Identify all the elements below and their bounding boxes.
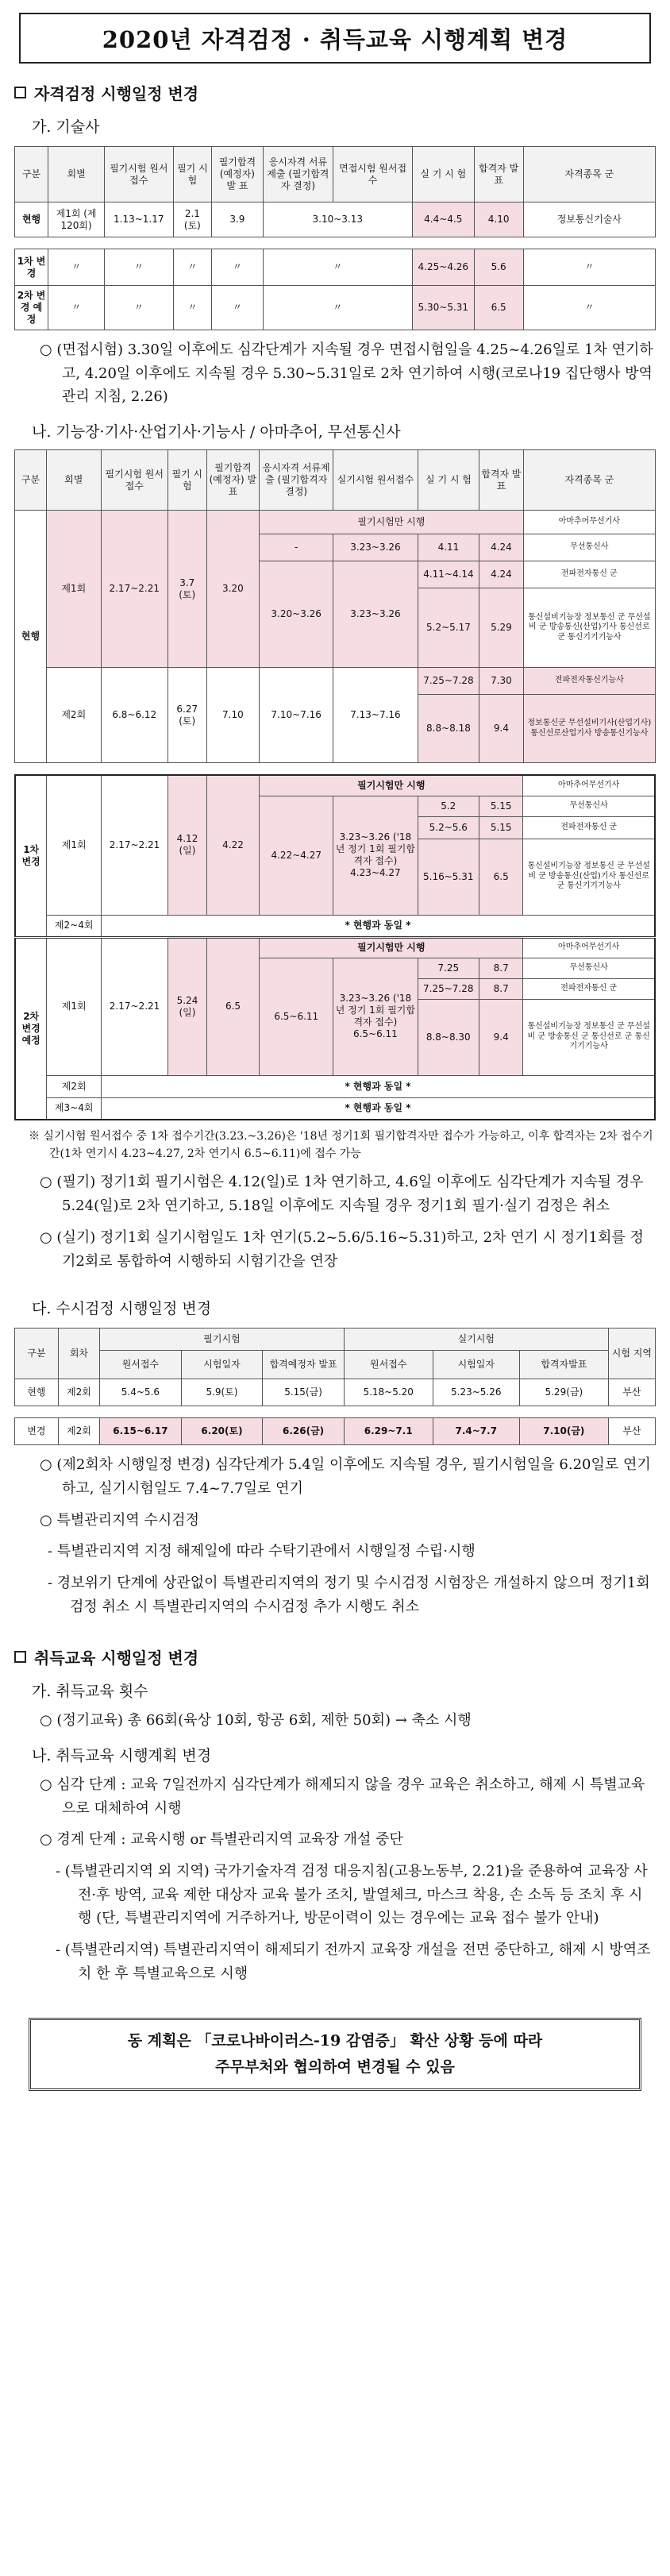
header-cell: 구분 bbox=[15, 450, 47, 511]
table-cell: 9.4 bbox=[479, 999, 523, 1075]
header-cell: 합격자 발 표 bbox=[474, 147, 523, 202]
table-cell: 〃 bbox=[173, 286, 212, 330]
header-cell: 필기시험 bbox=[100, 1328, 345, 1351]
table-cell: 정보통신기술사 bbox=[523, 202, 655, 237]
table-cell: 무선통신사 bbox=[523, 534, 655, 561]
table-cell: 5.15 bbox=[479, 816, 523, 839]
table-cell: 3.9 bbox=[212, 202, 263, 237]
table-cell: 제1회 (제120회) bbox=[48, 202, 105, 237]
table-cell: 8.7 bbox=[479, 958, 523, 978]
header-cell: 회별 bbox=[48, 147, 105, 202]
header-cell: 자격종목 군 bbox=[523, 147, 655, 202]
page-title: 2020년 자격검정 · 취득교육 시행계획 변경 bbox=[102, 25, 568, 53]
table-row bbox=[15, 915, 655, 937]
table-cell: 5.4~5.6 bbox=[100, 1379, 182, 1406]
section1-heading bbox=[14, 81, 656, 104]
header-cell: 시험일자 bbox=[181, 1351, 263, 1379]
table-cell: 9.4 bbox=[479, 695, 523, 763]
table-cell: 5.2~5.17 bbox=[418, 588, 479, 668]
footer-notice bbox=[29, 2018, 641, 2091]
table-cell: 아마추어무선기사 bbox=[523, 775, 655, 796]
table-cell: 5.6 bbox=[474, 249, 523, 286]
table-cell: 7.25 bbox=[418, 958, 479, 978]
header-cell: 구분 bbox=[15, 1328, 59, 1379]
table-cell: 〃 bbox=[48, 286, 105, 330]
table-cell: 〃 bbox=[105, 286, 173, 330]
table-cell: 전파전자통신기능사 bbox=[523, 668, 655, 695]
table-cell: 〃 bbox=[173, 249, 212, 286]
table-cell: 아마추어무선기사 bbox=[523, 937, 655, 958]
table-cell: 통신설비기능장 정보통신 군 무선설비 군 방송통신 군 통신선로 군 통신기기기능사 bbox=[523, 999, 655, 1075]
table-c-header bbox=[15, 1328, 656, 1351]
header-cell: 합격예정자 발표 bbox=[263, 1351, 345, 1379]
table-cell: 〃 bbox=[523, 286, 655, 330]
header-cell: 필기 시험 bbox=[173, 147, 212, 202]
table-cell: 7.10~7.16 bbox=[260, 668, 333, 763]
table-cell: * 현행과 동일 * bbox=[101, 915, 655, 937]
table-cell: 5.15 bbox=[479, 796, 523, 816]
table-cell: 5.2 bbox=[418, 796, 479, 816]
header-cell: 면접시험 원서접수 bbox=[333, 147, 413, 202]
table-cell: 3.7 (토) bbox=[168, 511, 206, 668]
paragraph-edu-special: - (특별관리지역) 특별관리지역이 해제되기 전까지 교육장 개설을 전면 중단하고, 해제 시 방역조치 한 후 특별교육으로 시행 bbox=[56, 1942, 651, 1982]
table-cell: 아마추어무선기사 bbox=[523, 511, 655, 534]
table-cell: 필기시험만 시행 bbox=[260, 937, 523, 958]
table-a-header bbox=[15, 147, 656, 202]
table-occasional-exam-change bbox=[14, 1417, 656, 1445]
table-cell: 7.10(금) bbox=[519, 1418, 608, 1445]
table-b-header bbox=[15, 450, 656, 511]
checkbox-square-icon bbox=[14, 87, 26, 98]
paragraph-edu-count: ○ (정기교육) 총 66회(육상 10회, 항공 6회, 제한 50회) → 축소 시행 bbox=[40, 1712, 472, 1730]
table-cell: 5.9(토) bbox=[181, 1379, 263, 1406]
table-cell: 6.5~6.11 bbox=[260, 958, 333, 1075]
title-box bbox=[19, 13, 651, 64]
table-cell: 필기시험만 시행 bbox=[260, 511, 524, 534]
table-cell: 제2~4회 bbox=[47, 915, 102, 937]
table-cell: 4.22~4.27 bbox=[260, 796, 333, 915]
header-cell: 필기시험 원서접수 bbox=[101, 450, 168, 511]
paragraph-round2-change: ○ (제2회차 시행일정 변경) 심각단계가 5.4일 이후에도 지속될 경우, 필기시험일을 6.20일로 연기하고, 실기시험일도 7.4~7.7일로 연기 bbox=[40, 1456, 651, 1497]
table-cell: 〃 bbox=[523, 249, 655, 286]
sub-heading-c: 다. 수시검정 시행일정 변경 bbox=[32, 1300, 212, 1318]
table-cell: 제2회 bbox=[46, 668, 101, 763]
table-cell: 6.20(토) bbox=[181, 1418, 263, 1445]
table-cell: 7.30 bbox=[479, 668, 523, 695]
table-row bbox=[15, 937, 655, 958]
note-silgi-apply: ※ 실기시험 원서접수 중 1차 접수기간(3.23.~3.26)은 '18년 정기1회 필기합격자만 접수가 가능하고, 이후 합격자는 2차 접수기간(1차 연기시 4.23~4.27, 2차 연기시 6.5~6.11)에 접수 가능 bbox=[29, 1130, 653, 1160]
table-cell: 6.5 bbox=[206, 937, 259, 1075]
table-cell: 통신설비기능장 정보통신 군 무선설비 군 방송통신(산업)기사 통신선로 군 통신기기기능사 bbox=[523, 588, 655, 668]
table-cell: 5.15(금) bbox=[263, 1379, 345, 1406]
table-cell: 1차 변경 bbox=[15, 775, 47, 937]
table-cell: 현행 bbox=[15, 1379, 59, 1406]
table-row bbox=[15, 1418, 656, 1445]
table-row bbox=[15, 249, 656, 286]
table-cell: 〃 bbox=[263, 286, 412, 330]
paragraph-edu-outside: - (특별관리지역 외 지역) 국가기술자격 검정 대응지침(고용노동부, 2.21)을 준용하여 교육장 사전·후 방역, 교육 제한 대상자 교육 불가 조치, 발열체크, 마스크 착용, 손 소독 등 조치 후 시행 (단, 특별관리지역에 거주하거나, 방문이력이 있는 경우에는 교육 접수 불가 안내) bbox=[56, 1863, 648, 1927]
table-b-wrap bbox=[14, 449, 656, 1120]
table-cell: 6.8~6.12 bbox=[101, 668, 168, 763]
table-cell: 현행 bbox=[15, 511, 47, 763]
table-cell: 부산 bbox=[608, 1379, 655, 1406]
table-cell: 5.30~5.31 bbox=[413, 286, 475, 330]
paragraph-silgi: ○ (실기) 정기1회 실기시험일도 1차 연기(5.2~5.6/5.16~5.31)하고, 2차 연기 시 정기1회를 정기2회로 통합하여 시행하되 시험기간을 연장 bbox=[40, 1228, 644, 1270]
table-cell: 4.24 bbox=[479, 534, 523, 561]
table-cell: 무선통신사 bbox=[523, 958, 655, 978]
table-c-wrap bbox=[14, 1328, 656, 1445]
table-cell: 7.4~7.7 bbox=[433, 1418, 519, 1445]
table-cell: 현행 bbox=[15, 202, 48, 237]
table-cell: 5.29(금) bbox=[519, 1379, 608, 1406]
table-cell: 1차 변경 bbox=[15, 249, 48, 286]
table-cell: 전파전자통신 군 bbox=[523, 978, 655, 999]
table-cell: 전파전자통신 군 bbox=[523, 816, 655, 839]
sub-heading-edu-a: 가. 취득교육 횟수 bbox=[32, 1683, 148, 1701]
table-cell: 5.18~5.20 bbox=[344, 1379, 433, 1406]
table-cell: 부산 bbox=[608, 1418, 655, 1445]
paragraph-special-area: ○ 특별관리지역 수시검정 bbox=[40, 1511, 200, 1529]
header-cell: 회차 bbox=[58, 1328, 99, 1379]
table-cell: 2.1 (토) bbox=[173, 202, 212, 237]
table-cell: 7.25~7.28 bbox=[418, 668, 479, 695]
footer-line2: 주무부처와 협의하여 변경될 수 있음 bbox=[215, 2057, 455, 2076]
table-row bbox=[15, 511, 656, 534]
table-cell: 〃 bbox=[212, 286, 263, 330]
table-cell: 6.15~6.17 bbox=[100, 1418, 182, 1445]
table-cell: 〃 bbox=[212, 249, 263, 286]
table-cell: 제2회 bbox=[58, 1418, 99, 1445]
section2-heading bbox=[14, 1645, 656, 1668]
header-cell: 실기시험 원서접수 bbox=[333, 450, 418, 511]
table-cell: 4.24 bbox=[479, 561, 523, 588]
table-cell: 정보통신군 무선설비기사(산업기사) 통신선로산업기사 방송통신기능사 bbox=[523, 695, 655, 763]
table-cell: 4.25~4.26 bbox=[413, 249, 475, 286]
header-cell: 시험일자 bbox=[433, 1351, 519, 1379]
header-cell: 실기시험 bbox=[344, 1328, 608, 1351]
table-cell: 6.5 bbox=[479, 839, 523, 915]
header-cell: 회별 bbox=[46, 450, 101, 511]
table-cell: 6.26(금) bbox=[263, 1418, 345, 1445]
table-cell: 4.11~4.14 bbox=[418, 561, 479, 588]
header-cell: 필기합격 (예정자) 발 표 bbox=[206, 450, 260, 511]
table-cell: 3.10~3.13 bbox=[263, 202, 412, 237]
paragraph-edu-alert: ○ 경계 단계 : 교육시행 or 특별관리지역 교육장 개설 중단 bbox=[40, 1831, 403, 1849]
table-cell: 통신설비기능장 정보통신 군 무선설비 군 방송통신(산업)기사 통신선로 군 통신기기기능사 bbox=[523, 839, 655, 915]
table-occasional-exam bbox=[14, 1328, 656, 1406]
table-cell: 4.4~4.5 bbox=[412, 202, 474, 237]
table-cell: 4.11 bbox=[418, 534, 479, 561]
checkbox-square-icon bbox=[14, 1651, 26, 1663]
sub-heading-b: 나. 기능장·기사·산업기사·기능사 / 아마추어, 무선통신사 bbox=[32, 423, 401, 442]
table-cell: 2차 변경 예정 bbox=[15, 286, 48, 330]
table-cell: 제1회 bbox=[47, 775, 102, 915]
table-cell: 3.23~3.26 bbox=[333, 561, 418, 668]
table-cell: 2.17~2.21 bbox=[101, 937, 168, 1075]
table-cell: 3.23~3.26 ('18년 정기 1회 필기합격자 접수) 6.5~6.11 bbox=[333, 958, 418, 1075]
table-cell: 3.20~3.26 bbox=[260, 561, 333, 668]
table-cell: 8.8~8.30 bbox=[418, 999, 479, 1075]
header-cell: 원서접수 bbox=[100, 1351, 182, 1379]
table-cell: 3.20 bbox=[206, 511, 260, 668]
table-cell: 2.17~2.21 bbox=[101, 775, 168, 915]
table-cell: 3.23~3.26 bbox=[333, 534, 418, 561]
paragraph-special-area-detail2: - 경보위기 단계에 상관없이 특별관리지역의 정기 및 수시검정 시험장은 개설하지 않으며 정기1회 검정 취소 시 특별관리지역의 수시검정 추가 시행도 취소 bbox=[48, 1574, 650, 1615]
table-cell: 제1회 bbox=[46, 511, 101, 668]
table-cell: 무선통신사 bbox=[523, 796, 655, 816]
paragraph-interview: ○ (면접시험) 3.30일 이후에도 심각단계가 지속될 경우 면접시험일을 4.25~4.26일로 1차 연기하고, 4.20일 이후에도 지속될 경우 5.30~5.31일로 2차 연기하여 시행(코로나19 집단행사 방역관리 지침, 2.26) bbox=[40, 341, 653, 406]
table-cell: 5.24 (일) bbox=[168, 937, 207, 1075]
table-row bbox=[15, 1075, 655, 1097]
table-cell: 5.16~5.31 bbox=[418, 839, 479, 915]
footer-line1: 동 계획은 「코로나바이러스-19 감염증」 확산 상황 등에 따라 bbox=[127, 2032, 543, 2050]
table-row bbox=[15, 1097, 655, 1120]
table-cell: 전파전자통신 군 bbox=[523, 561, 655, 588]
table-cell: 2.17~2.21 bbox=[101, 511, 168, 668]
header-cell: 실 기 시 험 bbox=[418, 450, 479, 511]
table-cell: 필기시험만 시행 bbox=[260, 775, 523, 796]
table-row bbox=[15, 775, 655, 796]
table-cell: 제2회 bbox=[47, 1075, 102, 1097]
section2-heading-text: 취득교육 시행일정 변경 bbox=[34, 1649, 199, 1668]
table-cell: 5.23~5.26 bbox=[433, 1379, 519, 1406]
header-cell: 필기 시험 bbox=[168, 450, 206, 511]
table-technician-changes bbox=[14, 774, 656, 1120]
table-cell: 〃 bbox=[263, 249, 412, 286]
header-cell: 자격종목 군 bbox=[523, 450, 655, 511]
table-cell: 변경 bbox=[15, 1418, 59, 1445]
table-cell: 제3~4회 bbox=[47, 1097, 102, 1120]
table-cell: 4.10 bbox=[474, 202, 523, 237]
table-cell: 6.27 (토) bbox=[168, 668, 206, 763]
table-professional-engineer-changes bbox=[14, 249, 656, 330]
header-cell: 응시자격 서류제출 (필기합격자 결정) bbox=[260, 450, 333, 511]
table-cell: 8.7 bbox=[479, 978, 523, 999]
table-row bbox=[15, 286, 656, 330]
header-cell: 합격자 발 표 bbox=[479, 450, 523, 511]
table-row bbox=[15, 668, 656, 695]
table-cell: 제2회 bbox=[58, 1379, 99, 1406]
sub-heading-a: 가. 기술사 bbox=[32, 118, 100, 136]
table-cell: 7.13~7.16 bbox=[333, 668, 418, 763]
sub-heading-edu-b: 나. 취득교육 시행계획 변경 bbox=[32, 1747, 212, 1764]
table-cell: 〃 bbox=[48, 249, 105, 286]
paragraph-pilgi: ○ (필기) 정기1회 필기시험은 4.12(일)로 1차 연기하고, 4.6일 이후에도 심각단계가 지속될 경우 5.24(일)로 2차 연기하고, 5.18일 이후에도 지속될 경우 정기1회 필기·실기 검정은 취소 bbox=[40, 1174, 644, 1215]
table-cell: 2차 변경 예정 bbox=[15, 937, 47, 1120]
table-cell: - bbox=[260, 534, 333, 561]
table-cell: 〃 bbox=[105, 249, 173, 286]
table-cell: 4.22 bbox=[206, 775, 259, 915]
header-cell: 시험 지역 bbox=[608, 1328, 655, 1379]
header-cell: 원서접수 bbox=[344, 1351, 433, 1379]
table-cell: 1.13~1.17 bbox=[105, 202, 173, 237]
header-cell: 합격자발표 bbox=[519, 1351, 608, 1379]
header-cell: 응시자격 서류제출 (필기합격자 결정) bbox=[263, 147, 333, 202]
paragraph-edu-serious: ○ 심각 단계 : 교육 7일전까지 심각단계가 해제되지 않을 경우 교육은 취소하고, 해제 시 특별교육으로 대체하여 시행 bbox=[40, 1776, 645, 1817]
table-cell: 6.5 bbox=[474, 286, 523, 330]
table-cell: * 현행과 동일 * bbox=[101, 1097, 655, 1120]
table-row bbox=[15, 1379, 656, 1406]
table-cell: 8.8~8.18 bbox=[418, 695, 479, 763]
table-technician-current bbox=[14, 449, 656, 763]
table-cell: 5.2~5.6 bbox=[418, 816, 479, 839]
header-cell: 필기시험 원서접수 bbox=[105, 147, 173, 202]
table-c-subheader bbox=[15, 1351, 656, 1379]
table-cell: 제1회 bbox=[47, 937, 102, 1075]
table-row bbox=[15, 202, 656, 237]
table-cell: 6.29~7.1 bbox=[344, 1418, 433, 1445]
table-cell: * 현행과 동일 * bbox=[101, 1075, 655, 1097]
table-professional-engineer bbox=[14, 146, 656, 237]
header-cell: 실 기 시 험 bbox=[412, 147, 474, 202]
table-cell: 4.12 (일) bbox=[168, 775, 207, 915]
table-cell: 7.10 bbox=[206, 668, 260, 763]
paragraph-special-area-detail1: - 특별관리지역 지정 해제일에 따라 수탁기관에서 시행일정 수립·시행 bbox=[48, 1543, 476, 1560]
header-cell: 필기합격 (예정자) 발 표 bbox=[212, 147, 263, 202]
header-cell: 구분 bbox=[15, 147, 48, 202]
section1-heading-text: 자격검정 시행일정 변경 bbox=[34, 84, 199, 103]
table-cell: 7.25~7.28 bbox=[418, 978, 479, 999]
table-cell: 3.23~3.26 ('18년 정기 1회 필기합격자 접수) 4.23~4.27 bbox=[333, 796, 418, 915]
table-a-wrap bbox=[14, 146, 656, 330]
table-cell: 5.29 bbox=[479, 588, 523, 668]
